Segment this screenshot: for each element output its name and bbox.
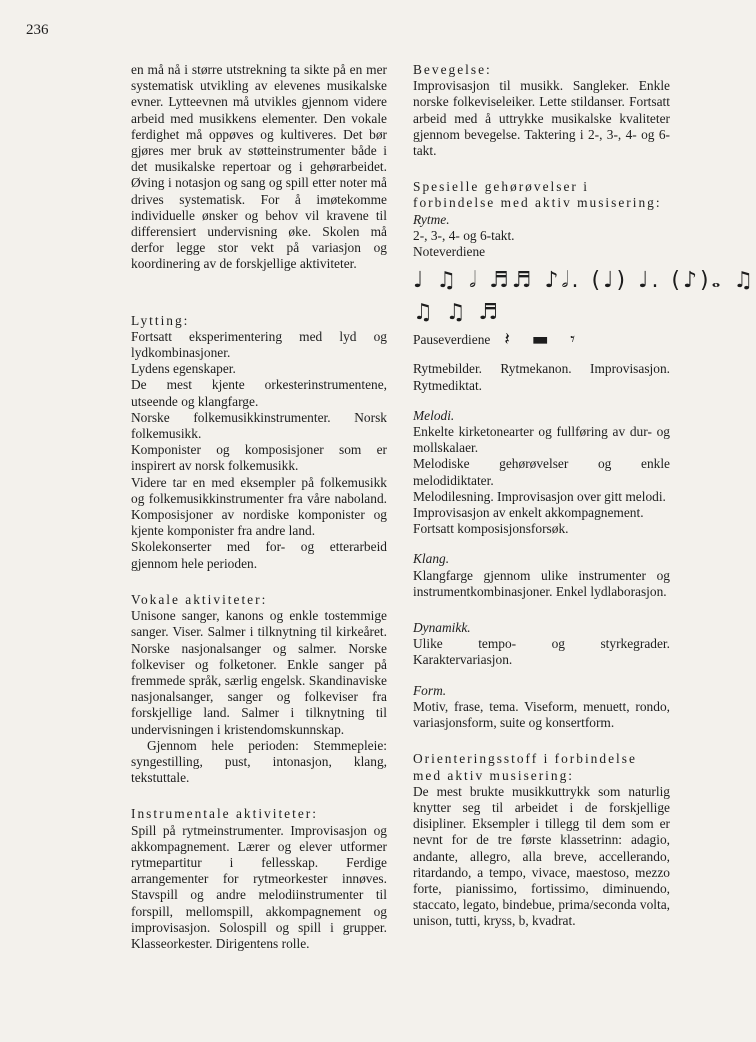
vokale-paragraph-2: Gjennom hele perioden: Stemmepleie: syngestilling, pust, intonasjon, klang, tekstuttale. xyxy=(131,737,387,786)
lytting-heading: Lytting: xyxy=(131,312,190,328)
spesielle-heading: Spesielle gehørøvelser i forbindelse med aktiv musisering: xyxy=(413,179,662,211)
vokale-paragraph: Unisone sanger, kanons og enkle tostemmige sanger. Viser. Salmer i tilknytning til kirkeåret. Norske nasjonalsanger og salmer. Norske folkeviser og folketoner. Enkle sanger på fremmede språk, særlig engelsk. Skandinaviske nasjonalsanger, sanger og folkeviser fra forskjellige land. Salmer i tilknytning til undervisningen i kristendomskunnskap. xyxy=(131,608,387,737)
lytting-line: Komponister og komposisjoner som er inspirert av norsk folkemusikk. xyxy=(131,442,387,474)
lytting-line: De mest kjente orkesterinstrumentene, utseende og klangfarge. xyxy=(131,377,387,409)
dynamikk-paragraph: Ulike tempo- og styrkegrader. Karaktervariasjon. xyxy=(413,636,670,668)
vokale-heading: Vokale aktiviteter: xyxy=(131,591,268,607)
lytting-line: Videre tar en med eksempler på folkemusikk og folkemusikkinstrumenter fra våre naboland. Komposisjoner av nordiske komponister og kjente komponister fra andre land. xyxy=(131,474,387,539)
melodi-line: Fortsatt komposisjonsforsøk. xyxy=(413,521,569,537)
bevegelse-paragraph: Improvisasjon til musikk. Sangleker. Enkle norske folkeviseleiker. Lette stildanser. Fortsatt arbeid med å uttrykke musikalske kvaliteter gjennom bevegelse. Taktering i 2-, 3-, 4- og 6-takt. xyxy=(413,78,670,159)
bevegelse-heading: Bevegelse: xyxy=(413,62,492,77)
dynamikk-label: Dynamikk. xyxy=(413,620,471,636)
page-number: 236 xyxy=(26,22,49,38)
left-column xyxy=(131,62,387,952)
lytting-line: Lydens egenskaper. xyxy=(131,361,236,377)
melodi-line: Melodilesning. Improvisasjon over gitt melodi. xyxy=(413,488,666,504)
klang-paragraph: Klangfarge gjennom ulike instrumenter og instrumentkombinasjoner. Enkel lydlaborasjon. xyxy=(413,567,670,599)
rytme-line: 2-, 3-, 4- og 6-takt. xyxy=(413,227,515,243)
orientering-paragraph: De mest brukte musikkuttrykk som naturlig knytter seg til arbeidet i de forskjellige disipliner. Eksempler i tillegg til dem som er nevnt for de tre første klassetrinn: adagio, andante, allegro, alla breve, accellerando, ritardando, a tempo, vivace, maestoso, mezzo forte, pianissimo, fortissimo, diminuendo, staccato, legato, bindebue, prima/seconda volta, unison, tutti, kryss, b, kvadrat. xyxy=(413,783,670,929)
lytting-line: Norske folkemusikkinstrumenter. Norsk folkemusikk. xyxy=(131,409,387,442)
note-values-row-1: ♩ ♫ 𝅗𝅥 ♬♬ ♪𝅗𝅥. (♩) ♩. (♪)𝅝 ♫ xyxy=(413,268,756,294)
form-label: Form. xyxy=(413,682,447,698)
noteverdiene-label: Noteverdiene xyxy=(413,244,486,260)
rest-symbols-icon: 𝄽 ▬ 𝄾 xyxy=(504,329,584,351)
klang-label: Klang. xyxy=(413,551,450,567)
orientering-heading: Orienteringsstoff i forbindelse med aktiv musisering: xyxy=(413,751,637,783)
lytting-line: Fortsatt eksperimentering med lyd og lydkombinasjoner. xyxy=(131,328,387,361)
intro-paragraph: en må nå i større utstrekning ta sikte på en mer systematisk utvikling av elevenes musikalske evner. Lytteevnen må utvikles gjennom videre arbeid med musikkens elementer. Den vokale ferdighet må oppøves og kultiveres. Det bør gjøres mer bruk av støtteinstrumenter både i det musikalske repertoar og i gehørarbeidet. Øving i notasjon og sang og spill etter noter må drives systematisk. For å imøtekomme individuelle ønsker og behov vil kravene til differensiert undervisning øke. Skolen må derfor legge stor vekt på variasjon og koordinering av de forskjellige aktiviteter. xyxy=(131,62,387,272)
instrumentale-heading: Instrumentale aktiviteter: xyxy=(131,806,318,822)
pauseverdiene-label: Pauseverdiene xyxy=(413,332,491,348)
melodi-line: Melodiske gehørøvelser og enkle melodidiktater. xyxy=(413,456,670,488)
rytme-label: Rytme. xyxy=(413,211,450,227)
form-paragraph: Motiv, frase, tema. Viseform, menuett, rondo, variasjonsform, suite og konsertform. xyxy=(413,698,670,731)
melodi-label: Melodi. xyxy=(413,407,455,423)
lytting-line: Skolekonserter med for- og etterarbeid gjennom hele perioden. xyxy=(131,539,387,571)
instrumentale-paragraph: Spill på rytmeinstrumenter. Improvisasjon og akkompagnement. Lærer og elever utformer rytmepartitur i fellesskap. Ferdige arrangementer for rytmeorkester innøves. Stavspill og andre melodiinstrumenter til forspill, mellomspill, akkompagnement og improvisasjon. Solospill og spill i grupper. Klasseorkester. Dirigentens rolle. xyxy=(131,822,387,951)
melodi-line: Enkelte kirketonearter og fullføring av dur- og mollskalaer. xyxy=(413,424,670,456)
right-column xyxy=(413,62,756,930)
pause-values-row xyxy=(413,329,670,351)
rytme-paragraph: Rytmebilder. Rytmekanon. Improvisasjon. Rytmediktat. xyxy=(413,361,670,393)
note-values-row-2: ♫ ♫ ♬ xyxy=(413,300,502,326)
melodi-line: Improvisasjon av enkelt akkompagnement. xyxy=(413,505,644,521)
